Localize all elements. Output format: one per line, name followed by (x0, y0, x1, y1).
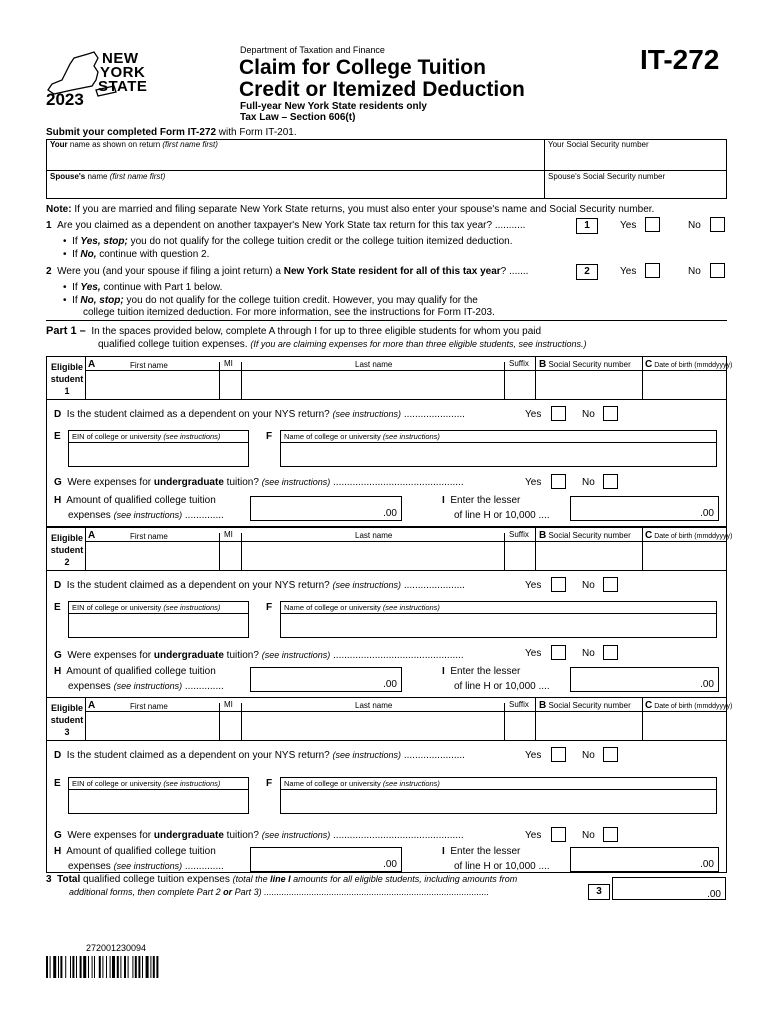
line-g-text: G Were expenses for undergraduate tuition? (see instructions) ............................................... (54, 830, 464, 841)
mi-label: MI (224, 700, 233, 709)
part1-heading: Part 1 – In the spaces provided below, complete A through I for up to three eligible students for whom you paid (46, 325, 542, 337)
first-name-input[interactable] (88, 372, 217, 397)
q1-bullet-yes: • If Yes, stop; you do not qualify for the college tuition credit or the college tuition itemized deduction. (63, 236, 513, 247)
barcode-bar (156, 956, 158, 978)
line-d-yes-label: Yes (525, 580, 542, 591)
form-title-line1: Claim for College Tuition (239, 56, 486, 79)
barcode-bar (60, 956, 62, 978)
line-i-amount[interactable]: .00 (570, 496, 719, 521)
line-h-amount[interactable]: .00 (250, 667, 402, 692)
dob-label: C Date of birth (mmddyyyy) (645, 700, 733, 711)
student-number: 3 (64, 727, 70, 737)
student-number: 2 (64, 557, 70, 567)
barcode-bar (135, 956, 137, 978)
line-d-text: D Is the student claimed as a dependent on your NYS return? (see instructions) ...................... (54, 750, 465, 761)
note: Note: If you are married and filing separate New York State returns, you must also enter your spouse's name and Social Security number. (46, 204, 655, 215)
q2-box: 2 (576, 264, 598, 280)
barcode-bar (132, 956, 133, 978)
line-h-text: H Amount of qualified college tuition expenses (see instructions) .............. (54, 495, 224, 521)
line-f-letter: F (266, 602, 273, 613)
ein-input[interactable] (70, 444, 247, 466)
form-title-line2: Credit or Itemized Deduction (239, 78, 525, 101)
line-i-text: I Enter the lesser of line H or 10,000 .... (442, 846, 550, 872)
logo-york: YORK (100, 64, 146, 81)
college-name-label: Name of college or university (see instructions) (284, 432, 440, 441)
barcode-bar (88, 956, 89, 978)
barcode-bar (92, 956, 93, 978)
your-ssn-input[interactable] (546, 150, 724, 168)
q1-box: 1 (576, 218, 598, 234)
q2-text: 2 Were you (and your spouse if filing a joint return) a New York State resident for all of this tax year? ....... (46, 266, 529, 277)
dob-input[interactable] (644, 713, 725, 738)
part1-heading-line2: qualified college tuition expenses. (If you are claiming expenses for more than three eligible students, see instructions.) (98, 339, 587, 350)
your-name-input[interactable] (48, 150, 542, 168)
student-number: 1 (64, 386, 70, 396)
first-name-input[interactable] (88, 713, 217, 738)
last-name-label: Last name (355, 360, 393, 369)
submit-instruction: Submit your completed Form IT-272 with Form IT-201. (46, 127, 297, 138)
barcode-bar (65, 956, 66, 978)
line-g-no-label: No (582, 830, 595, 841)
suffix-input[interactable] (506, 543, 533, 568)
line-g-no-label: No (582, 477, 595, 488)
line-h-text: H Amount of qualified college tuition expenses (see instructions) .............. (54, 666, 224, 692)
line-d-no-checkbox[interactable] (603, 406, 618, 421)
q2-no-label: No (688, 266, 701, 277)
last-name-input[interactable] (243, 372, 502, 397)
line-i-amount[interactable]: .00 (570, 847, 719, 872)
form-number: IT-272 (640, 44, 720, 75)
line-i-text: I Enter the lesser of line H or 10,000 .... (442, 666, 550, 692)
line-g-yes-label: Yes (525, 648, 542, 659)
line-h-amount[interactable]: .00 (250, 496, 402, 521)
barcode-icon (46, 956, 194, 978)
line-g-yes-checkbox[interactable] (551, 645, 566, 660)
subtitle-residents: Full-year New York State residents only (240, 101, 427, 112)
student-number-label: Eligible student 3 (48, 702, 86, 738)
college-name-input[interactable] (282, 615, 715, 637)
q2-bullet-no: • If No, stop; you do not qualify for the college tuition credit. However, you may qualify for the (63, 295, 478, 306)
last-name-label: Last name (355, 531, 393, 540)
dob-input[interactable] (644, 372, 725, 397)
barcode-bar (153, 956, 155, 978)
barcode-bar (146, 956, 149, 978)
mi-input[interactable] (221, 372, 239, 397)
barcode-bar (70, 956, 71, 978)
line-d-text: D Is the student claimed as a dependent on your NYS return? (see instructions) ...................... (54, 409, 465, 420)
barcode (46, 956, 194, 978)
last-name-input[interactable] (243, 543, 502, 568)
suffix-label: Suffix (509, 700, 529, 709)
ssn-label: B Social Security number (539, 700, 631, 711)
ein-label: EIN of college or university (see instructions) (72, 779, 221, 788)
line3-box: 3 (588, 884, 610, 900)
mi-input[interactable] (221, 543, 239, 568)
line-d-yes-label: Yes (525, 409, 542, 420)
barcode-bar (53, 956, 56, 978)
student-number-label: Eligible student 2 (48, 532, 86, 568)
barcode-bar (110, 956, 111, 978)
line-g-no-label: No (582, 648, 595, 659)
ein-label: EIN of college or university (see instructions) (72, 432, 221, 441)
line-g-text: G Were expenses for undergraduate tuition? (see instructions) ............................................... (54, 477, 464, 488)
line-e-letter: E (54, 602, 61, 613)
line-f-letter: F (266, 431, 273, 442)
logo-state: STATE (98, 78, 148, 95)
your-name-label: Your name as shown on return (first name first) (50, 140, 218, 149)
last-name-label: Last name (355, 701, 393, 710)
barcode-bar (128, 956, 129, 978)
barcode-bar (58, 956, 59, 978)
ssn-input[interactable] (537, 372, 640, 397)
subtitle-tax-law: Tax Law – Section 606(t) (240, 112, 356, 123)
barcode-bar (117, 956, 119, 978)
line-e-letter: E (54, 431, 61, 442)
q2-bullet-yes: • If Yes, continue with Part 1 below. (63, 282, 223, 293)
spouse-name-label: Spouse's name (first name first) (50, 172, 166, 181)
spouse-ssn-label: Spouse's Social Security number (548, 172, 666, 181)
ssn-label: B Social Security number (539, 359, 631, 370)
line-e-letter: E (54, 778, 61, 789)
q2-bullet-no-line2: college tuition itemized deduction. For more information, see the instructions for Form IT-203. (83, 307, 495, 318)
barcode-number: 272001230094 (86, 943, 147, 953)
dob-label: C Date of birth (mmddyyyy) (645, 359, 733, 370)
ein-label: EIN of college or university (see instructions) (72, 603, 221, 612)
barcode-bar (150, 956, 151, 978)
tax-year: 2023 (46, 90, 84, 109)
ssn-input[interactable] (537, 713, 640, 738)
first-name-label: First name (130, 532, 168, 541)
line3-amount[interactable]: .00 (612, 877, 726, 900)
line-i-amount[interactable]: .00 (570, 667, 719, 692)
last-name-input[interactable] (243, 713, 502, 738)
q2-yes-label: Yes (620, 266, 637, 277)
ssn-label: B Social Security number (539, 530, 631, 541)
ein-input[interactable] (70, 791, 247, 813)
line-g-yes-label: Yes (525, 477, 542, 488)
q1-text: 1 Are you claimed as a dependent on another taxpayer's New York State tax return for this tax year? ........... (46, 220, 526, 231)
line-d-yes-checkbox[interactable] (551, 406, 566, 421)
barcode-bar (94, 956, 95, 978)
line-d-no-label: No (582, 580, 595, 591)
spouse-input-row (46, 185, 727, 199)
line-d-yes-checkbox[interactable] (551, 747, 566, 762)
barcode-bar (112, 956, 115, 978)
barcode-bar (99, 956, 101, 978)
mi-input[interactable] (221, 713, 239, 738)
q2-yes-checkbox[interactable] (645, 263, 660, 278)
line-g-yes-checkbox[interactable] (551, 474, 566, 489)
field-a-letter: A (88, 530, 96, 541)
line-g-text: G Were expenses for undergraduate tuition? (see instructions) ............................................... (54, 650, 464, 661)
suffix-input[interactable] (506, 713, 533, 738)
ssn-input[interactable] (537, 543, 640, 568)
q1-yes-checkbox[interactable] (645, 217, 660, 232)
dob-input[interactable] (644, 543, 725, 568)
barcode-bar (138, 956, 140, 978)
first-name-label: First name (130, 702, 168, 711)
q1-no-label: No (688, 220, 701, 231)
barcode-bar (106, 956, 107, 978)
barcode-bar (50, 956, 51, 978)
logo-new: NEW (102, 50, 139, 67)
line-f-letter: F (266, 778, 273, 789)
line-g-no-checkbox[interactable] (603, 645, 618, 660)
line-g-no-checkbox[interactable] (603, 827, 618, 842)
college-name-label: Name of college or university (see instructions) (284, 603, 440, 612)
line3-text-line2: additional forms, then complete Part 2 or Part 3) .......................................................................................... (69, 887, 490, 897)
line-g-no-checkbox[interactable] (603, 474, 618, 489)
line-i-text: I Enter the lesser of line H or 10,000 .... (442, 495, 550, 521)
barcode-bar (72, 956, 74, 978)
barcode-bar (76, 956, 77, 978)
first-name-input[interactable] (88, 543, 217, 568)
barcode-bar (124, 956, 126, 978)
barcode-bar (120, 956, 121, 978)
dob-label: C Date of birth (mmddyyyy) (645, 530, 733, 541)
line-d-yes-checkbox[interactable] (551, 577, 566, 592)
line-h-amount[interactable]: .00 (250, 847, 402, 872)
barcode-bar (102, 956, 103, 978)
barcode-bar (83, 956, 86, 978)
line-d-yes-label: Yes (525, 750, 542, 761)
suffix-label: Suffix (509, 530, 529, 539)
college-name-input[interactable] (282, 444, 715, 466)
barcode-bar (80, 956, 82, 978)
field-a-letter: A (88, 359, 96, 370)
line3-text: 3 Total qualified college tuition expenses (total the line I amounts for all eligible students, including amounts from (46, 874, 518, 885)
line-g-yes-label: Yes (525, 830, 542, 841)
department: Department of Taxation and Finance (240, 45, 385, 55)
line-d-no-label: No (582, 409, 595, 420)
college-name-label: Name of college or university (see instructions) (284, 779, 440, 788)
your-ssn-label: Your Social Security number (548, 140, 649, 149)
line-d-no-checkbox[interactable] (603, 577, 618, 592)
line-d-text: D Is the student claimed as a dependent on your NYS return? (see instructions) ...................... (54, 580, 465, 591)
line-d-no-checkbox[interactable] (603, 747, 618, 762)
student-number-label: Eligible student 1 (48, 361, 86, 397)
line-g-yes-checkbox[interactable] (551, 827, 566, 842)
first-name-label: First name (130, 361, 168, 370)
mi-label: MI (224, 359, 233, 368)
mi-label: MI (224, 530, 233, 539)
suffix-label: Suffix (509, 359, 529, 368)
suffix-input[interactable] (506, 372, 533, 397)
q1-yes-label: Yes (620, 220, 637, 231)
q1-no-checkbox[interactable] (710, 217, 725, 232)
college-name-input[interactable] (282, 791, 715, 813)
q2-no-checkbox[interactable] (710, 263, 725, 278)
barcode-bar (142, 956, 143, 978)
barcode-bar (46, 956, 48, 978)
ein-input[interactable] (70, 615, 247, 637)
line-d-no-label: No (582, 750, 595, 761)
field-a-letter: A (88, 700, 96, 711)
line-h-text: H Amount of qualified college tuition expenses (see instructions) .............. (54, 846, 224, 872)
q1-bullet-no: • If No, continue with question 2. (63, 249, 210, 260)
